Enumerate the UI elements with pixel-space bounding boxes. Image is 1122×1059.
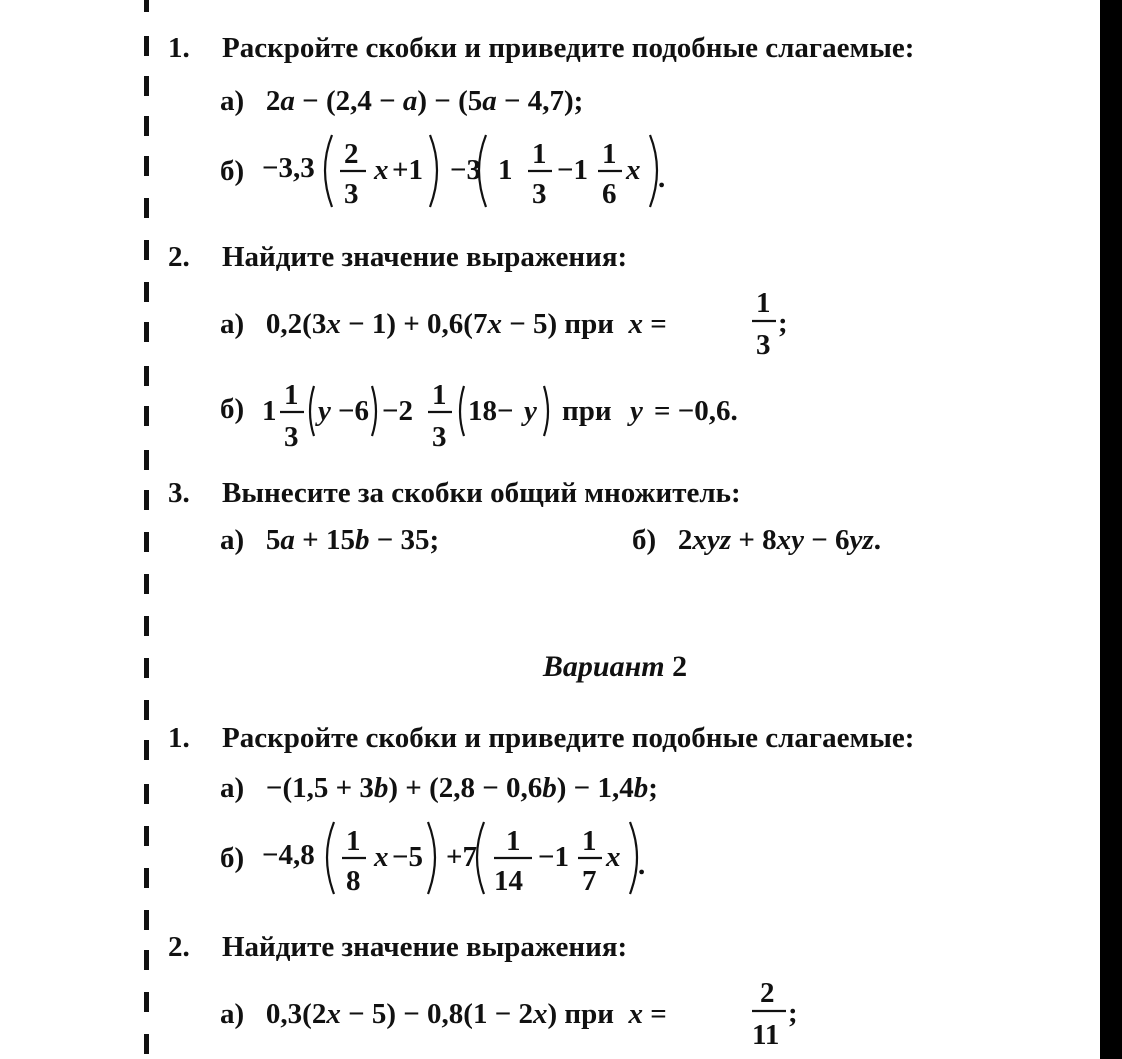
svg-text:−1: −1 [538, 841, 570, 873]
svg-text:+1: +1 [392, 154, 424, 186]
task-title: Найдите значение выражения: [222, 241, 628, 273]
item-label: а) [220, 524, 245, 556]
svg-text:2: 2 [344, 138, 359, 170]
svg-text:x: x [374, 154, 389, 186]
item-label: а) [220, 308, 245, 340]
fraction [748, 978, 808, 1058]
svg-text:2: 2 [760, 977, 775, 1009]
task1-item-a [220, 85, 583, 118]
svg-text:1: 1 [756, 287, 771, 319]
svg-text:11: 11 [752, 1019, 780, 1051]
svg-text:1: 1 [284, 379, 299, 411]
task3-item-b [632, 524, 881, 557]
task-number: 2. [168, 931, 190, 963]
math-expression: 5a + 15b − 35; [251, 524, 440, 556]
svg-text:14: 14 [494, 865, 523, 897]
task-title: Найдите значение выражения: [222, 931, 628, 963]
svg-text:.: . [658, 162, 666, 194]
svg-text:−6: −6 [338, 395, 370, 427]
task-number: 1. [168, 722, 190, 754]
svg-text:y: y [630, 395, 643, 427]
svg-text:6: 6 [602, 178, 617, 210]
task-title: Вынесите за скобки общий множитель: [222, 477, 741, 509]
svg-text:1: 1 [262, 395, 277, 427]
svg-text:+7: +7 [446, 841, 478, 873]
svg-text:1: 1 [532, 138, 547, 170]
svg-text:−1: −1 [557, 154, 589, 186]
math-expression: 2a − (2,4 − a) − (5a − 4,7); [251, 85, 584, 117]
task-number: 3. [168, 477, 190, 509]
svg-text:3: 3 [284, 421, 299, 453]
math-expression: 0,2(3x − 1) + 0,6(7x − 5) при x = [251, 308, 667, 340]
task-title: Раскройте скобки и приведите подобные слагаемые: [222, 32, 915, 64]
task1-item-b-label: б) [220, 155, 245, 187]
math-expression: 2xyz + 8xy − 6yz. [663, 524, 881, 556]
svg-text:1: 1 [346, 825, 361, 857]
item-label: а) [220, 85, 245, 117]
math-expression: −(1,5 + 3b) + (2,8 − 0,6b) − 1,4b; [251, 772, 658, 804]
task-number: 2. [168, 241, 190, 273]
svg-text:при: при [562, 395, 612, 427]
svg-text:8: 8 [346, 865, 361, 897]
svg-text:x: x [374, 841, 389, 873]
task3-item-a [220, 524, 439, 557]
math-expression [262, 812, 682, 902]
svg-text:1: 1 [498, 154, 513, 186]
task-title: Раскройте скобки и приведите подобные слагаемые: [222, 722, 915, 754]
svg-text:−3,3: −3,3 [262, 152, 315, 184]
task2-item-b-label: б) [220, 393, 245, 425]
task2-item-a [220, 308, 667, 341]
math-expression [262, 125, 682, 215]
svg-text:;: ; [778, 307, 788, 339]
svg-text:;: ; [788, 997, 798, 1029]
svg-text:−2: −2 [382, 395, 414, 427]
svg-text:−4,8: −4,8 [262, 839, 315, 871]
svg-text:−3: −3 [450, 154, 482, 186]
svg-text:3: 3 [344, 178, 359, 210]
math-expression [262, 370, 802, 460]
heading-word: Вариант [542, 650, 665, 683]
task1-item-b-label: б) [220, 842, 245, 874]
item-label: б) [632, 524, 657, 556]
svg-text:1: 1 [602, 138, 617, 170]
svg-text:x: x [626, 154, 641, 186]
background-strip [1100, 0, 1122, 1059]
math-expression: 0,3(2x − 5) − 0,8(1 − 2x) при x = [251, 998, 667, 1030]
heading-number: 2 [672, 650, 688, 683]
svg-text:3: 3 [532, 178, 547, 210]
svg-text:x: x [606, 841, 621, 873]
item-label: а) [220, 772, 245, 804]
svg-text:y: y [318, 395, 331, 427]
svg-text:y: y [524, 395, 537, 427]
task1-item-a [220, 772, 658, 805]
svg-text:3: 3 [756, 329, 771, 361]
svg-text:1: 1 [432, 379, 447, 411]
task2-item-a [220, 998, 667, 1031]
item-label: а) [220, 998, 245, 1030]
variant-heading [0, 650, 1122, 684]
svg-text:18−: 18− [468, 395, 514, 427]
svg-text:1: 1 [506, 825, 521, 857]
svg-text:−5: −5 [392, 841, 424, 873]
svg-text:1: 1 [582, 825, 597, 857]
svg-text:7: 7 [582, 865, 597, 897]
fraction [748, 288, 798, 368]
svg-text:3: 3 [432, 421, 447, 453]
svg-text:.: . [638, 849, 646, 881]
task-number: 1. [168, 32, 190, 64]
svg-text:= −0,6.: = −0,6. [654, 395, 738, 427]
